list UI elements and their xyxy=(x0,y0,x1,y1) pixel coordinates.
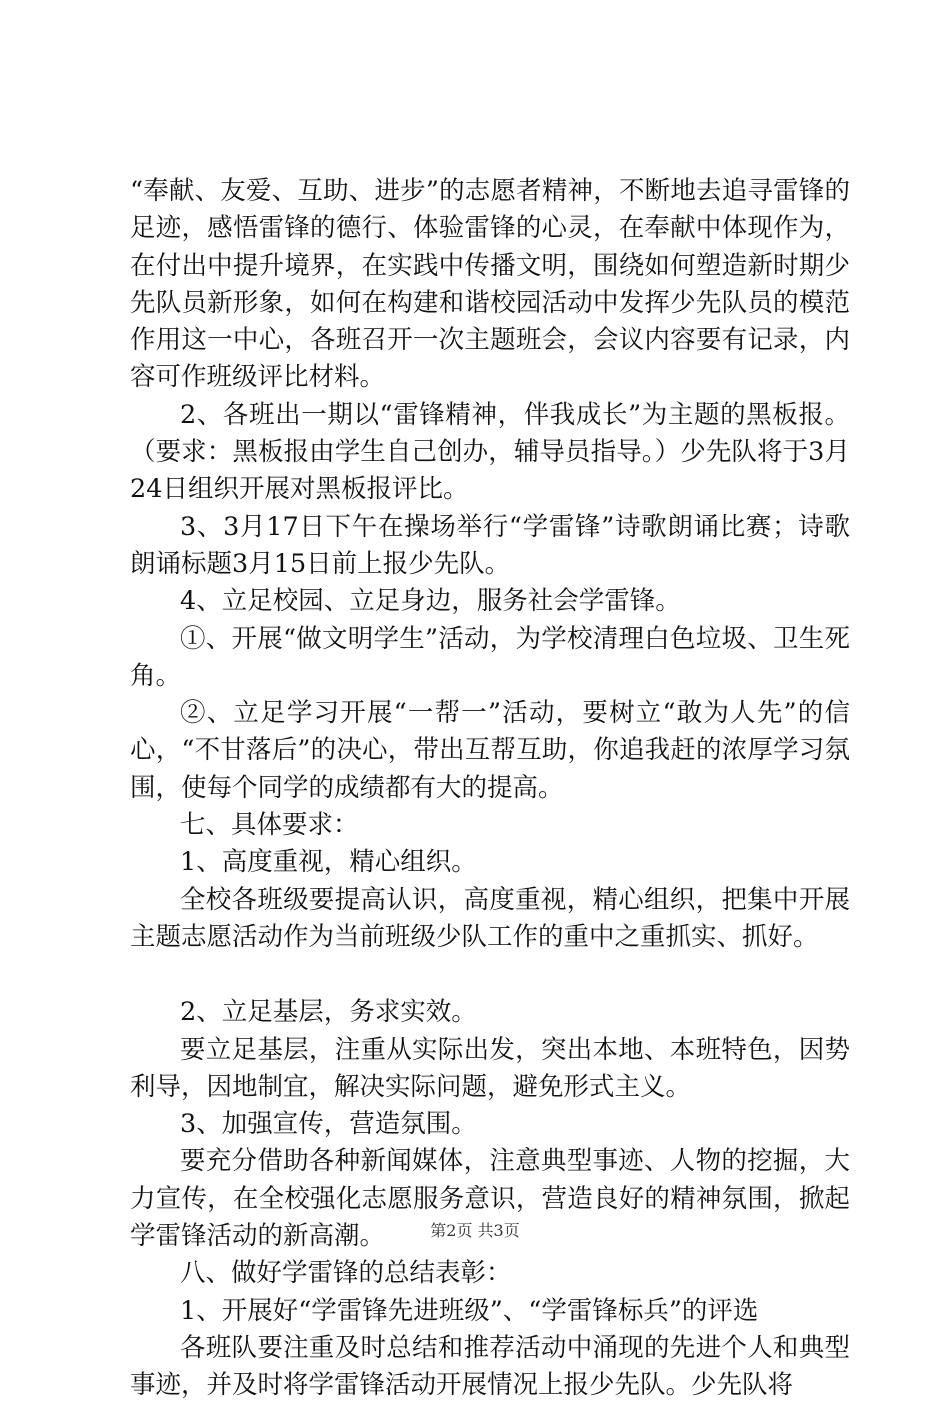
paragraph: “奉献、友爱、互助、进步”的志愿者精神，不断地去追寻雷锋的足迹，感悟雷锋的德行、体验雷锋的心灵，在奉献中体现作为，在付出中提升境界，在实践中传播文明，围绕如何塑造新时期少先队员新形象，如何在构建和谐校园活动中发挥少先队员的模范作用这一中心，各班召开一次主题班会，会议内容要有记录，内容可作班级评比材料。 xyxy=(130,176,850,393)
subheading: 1、开展好“学雷锋先进班级”、“学雷锋标兵”的评选 xyxy=(180,1295,759,1326)
section-heading: 七、具体要求： xyxy=(180,810,359,841)
subheading: 3、加强宣传，营造氛围。 xyxy=(180,1109,477,1140)
paragraph: ②、立足学习开展“一帮一”活动，要树立“敢为人先”的信心，“不甘落后”的决心，带出互帮互助，你追我赶的浓厚学习氛围，使每个同学的成绩都有大的提高。 xyxy=(130,698,850,803)
paragraph: 要充分借助各种新闻媒体，注意典型事迹、人物的挖掘，大力宣传，在全校强化志愿服务意识，营造良好的精神氛围，掀起学雷锋活动的新高潮。 xyxy=(130,1146,850,1252)
subheading: 2、立足基层，务求实效。 xyxy=(180,997,477,1028)
paragraph: 全校各班级要提高认识，高度重视，精心组织，把集中开展主题志愿活动作为当前班级少队工作的重中之重抓实、抓好。 xyxy=(130,884,850,952)
paragraph: ①、开展“做文明学生”活动，为学校清理白色垃圾、卫生死角。 xyxy=(130,623,850,691)
paragraph: 各班队要注重及时总结和推荐活动中涌现的先进个人和典型事迹，并及时将学雷锋活动开展情况上报少先队。少先队将 xyxy=(130,1332,850,1401)
paragraph: 4、立足校园、立足身边，服务社会学雷锋。 xyxy=(180,586,681,617)
page-footer: 第2页 共3页 xyxy=(430,1221,520,1240)
blank-line xyxy=(130,956,850,994)
paragraph: 2、各班出一期以“雷锋精神，伴我成长”为主题的黑板报。（要求：黑板报由学生自己创办，辅导员指导。）少先队将于3月24日组织开展对黑板报评比。 xyxy=(130,399,850,505)
section-heading: 八、做好学雷锋的总结表彰： xyxy=(180,1258,512,1289)
subheading: 1、高度重视，精心组织。 xyxy=(180,847,477,878)
paragraph: 3、3月17日下午在操场举行“学雷锋”诗歌朗诵比赛；诗歌朗诵标题3月15日前上报少先队。 xyxy=(130,511,850,579)
paragraph: 要立足基层，注重从实际出发，突出本地、本班特色，因势利导，因地制宜，解决实际问题，避免形式主义。 xyxy=(130,1034,850,1102)
